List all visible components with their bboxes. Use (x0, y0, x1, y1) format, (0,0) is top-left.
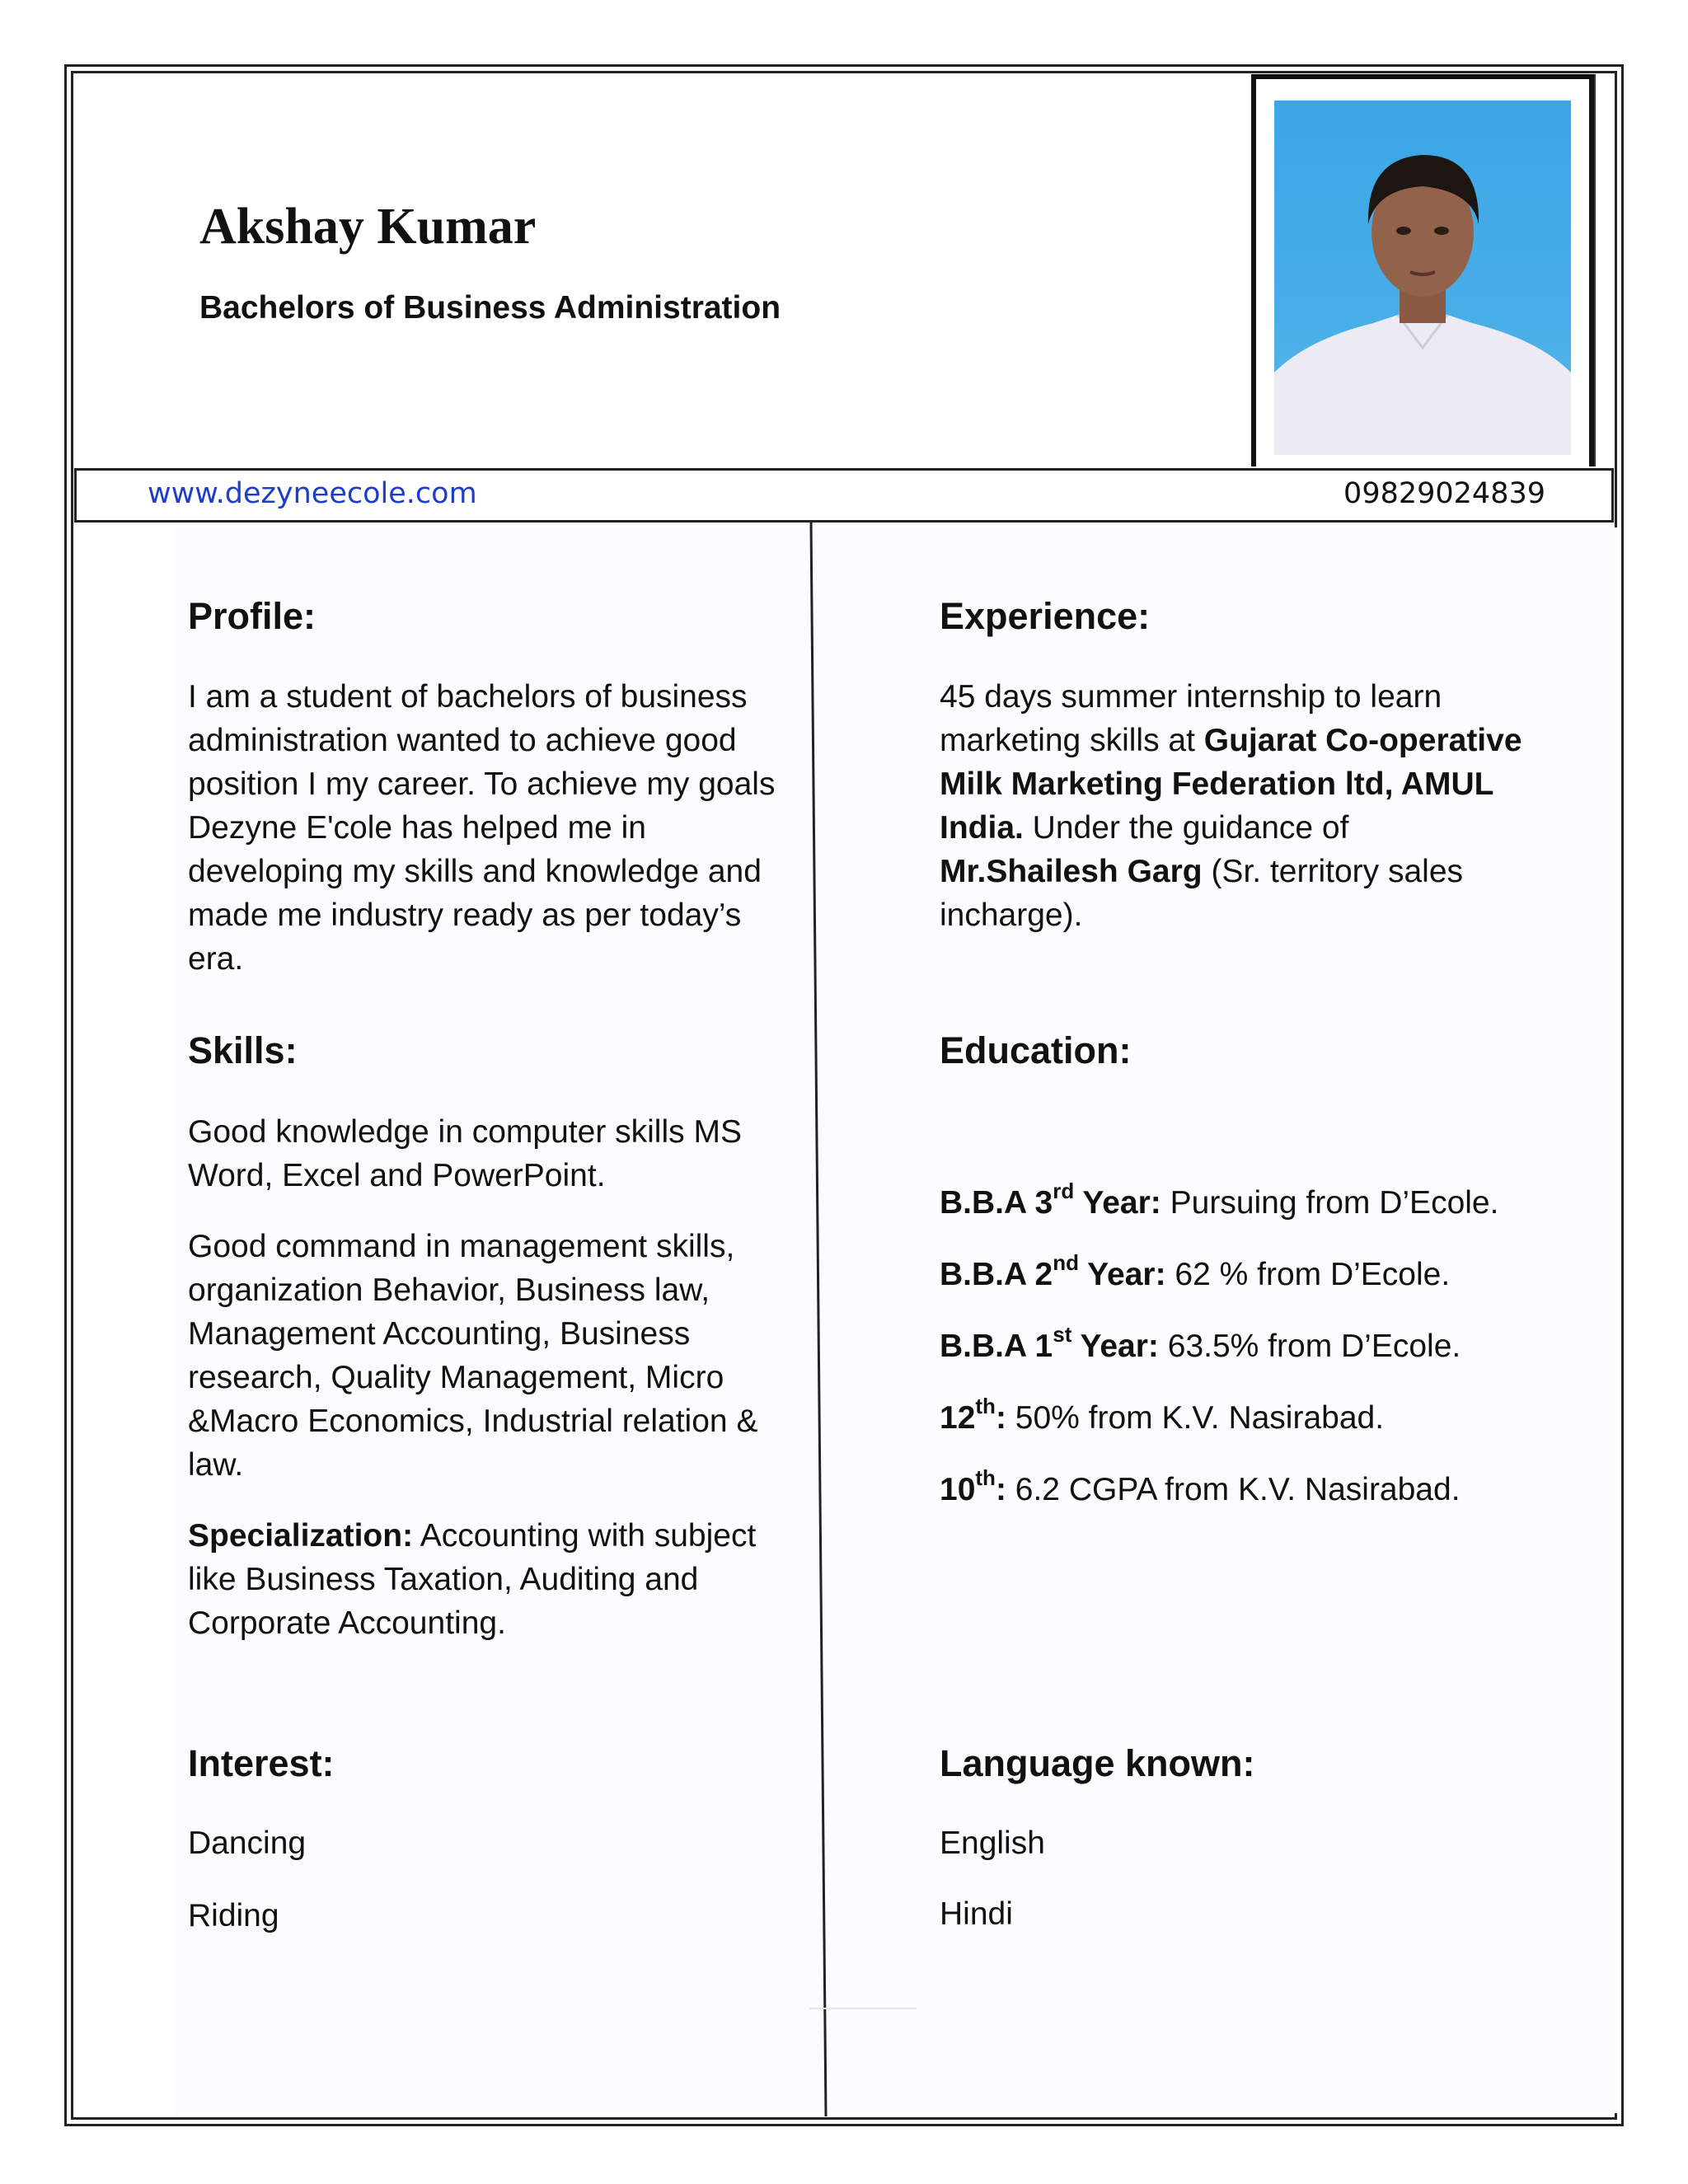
phone-number: 09829024839 (1343, 477, 1545, 510)
experience-company: Gujarat Co-operative Milk Marketing Federation ltd, AMUL India. (940, 723, 1522, 846)
experience-text-part: Under the guidance of (1023, 810, 1349, 846)
skills-computer-text: Good knowledge in computer skills MS Word, Excel and PowerPoint. (188, 1114, 742, 1193)
interest-item: Dancing (188, 1825, 307, 1861)
education-heading: Education: (940, 1029, 1132, 1071)
education-item: B.B.A 2nd Year: 62 % from D’Ecole. (940, 1250, 1451, 1292)
experience-text (940, 675, 1533, 937)
language-item: English (940, 1825, 1045, 1861)
candidate-name: Akshay Kumar (199, 199, 537, 255)
profile-photo (1274, 101, 1571, 455)
experience-text-part: 45 days summer internship to learn marketing skills at (940, 679, 1442, 758)
languages-heading: Language known: (940, 1742, 1255, 1784)
education-item: B.B.A 1st Year: 63.5% from D’Ecole. (940, 1322, 1461, 1364)
specialization-text: Accounting with subject like Business Taxation, Auditing and Corporate Accounting. (188, 1518, 757, 1641)
profile-heading: Profile: (188, 595, 316, 637)
language-item: Hindi (940, 1896, 1013, 1932)
experience-text-part: (Sr. territory sales incharge). (940, 854, 1464, 933)
skills-management-text: Good command in management skills, organization Behavior, Business law, Management Accounting, Business research, Quality Management, Micro &Macro Economics, Industrial relation & law. (188, 1229, 758, 1483)
profile-photo-frame (1251, 74, 1594, 466)
faint-divider-mark (809, 2008, 917, 2009)
experience-heading: Experience: (940, 595, 1151, 637)
education-item: 10th: 6.2 CGPA from K.V. Nasirabad. (940, 1465, 1461, 1507)
website-link[interactable]: www.dezyneecole.com (148, 477, 477, 510)
specialization-label: Specialization: (188, 1518, 414, 1554)
interest-item: Riding (188, 1898, 279, 1933)
education-item: B.B.A 3rd Year: Pursuing from D’Ecole. (940, 1179, 1499, 1221)
column-divider (809, 523, 828, 2116)
interest-heading: Interest: (188, 1742, 335, 1784)
contact-bar (74, 468, 1614, 523)
profile-text: I am a student of bachelors of business administration wanted to achieve good position I my career. To achieve my goals Dezyne E'cole has helped me in developing my skills and knowledge and made me industry ready as per today’s era. (188, 679, 776, 977)
skills-specialization (188, 1514, 781, 1645)
skills-heading: Skills: (188, 1029, 298, 1071)
candidate-degree: Bachelors of Business Administration (199, 290, 781, 326)
education-item: 12th: 50% from K.V. Nasirabad. (940, 1394, 1385, 1436)
experience-mentor: Mr.Shailesh Garg (940, 854, 1203, 889)
